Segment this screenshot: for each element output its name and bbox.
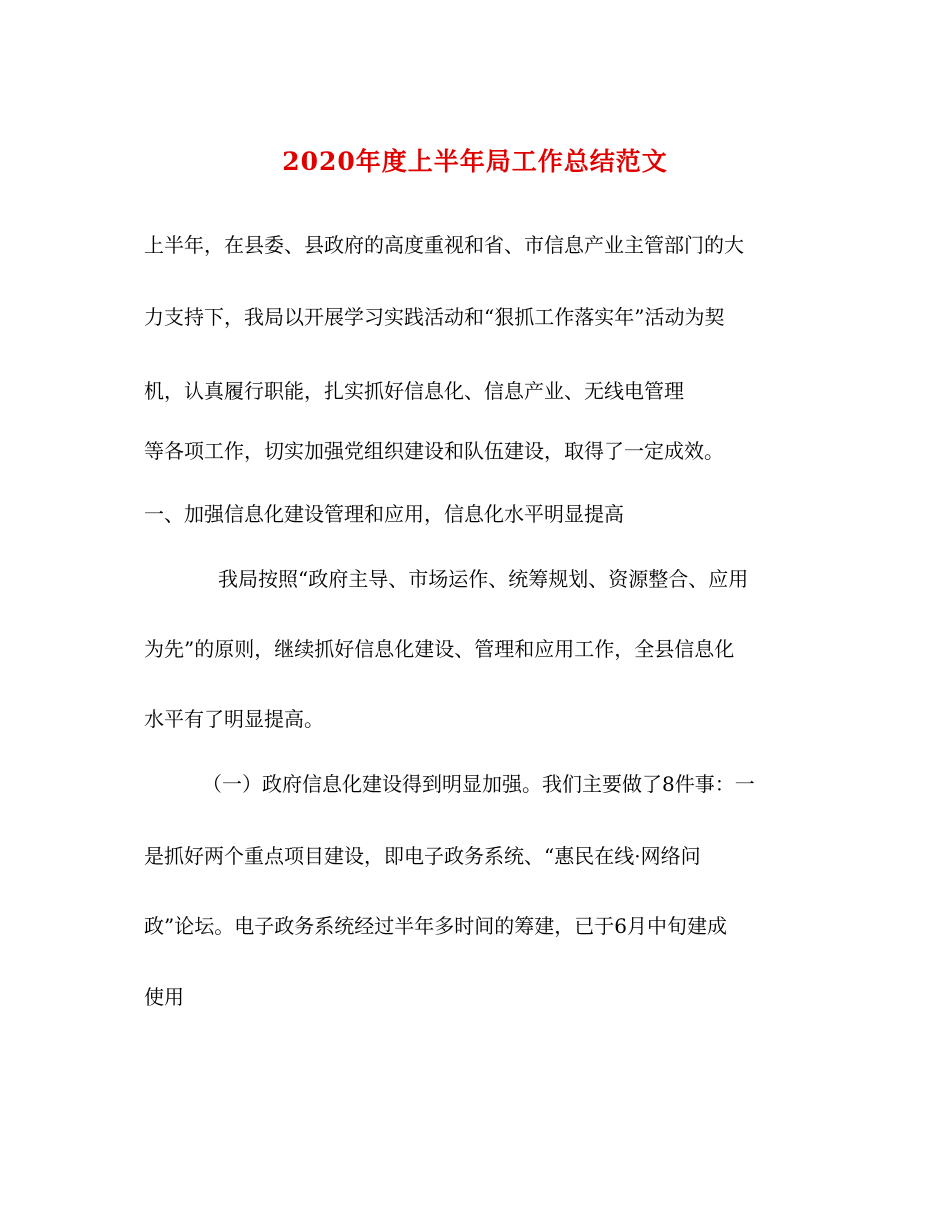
paragraph-line: 我局按照“政府主导、市场运作、统筹规划、资源整合、应用 [218, 567, 749, 591]
paragraph-line: 上半年，在县委、县政府的高度重视和省、市信息产业主管部门的大 [144, 233, 744, 257]
paragraph-line: 机，认真履行职能，扎实抓好信息化、信息产业、无线电管理 [144, 379, 684, 403]
paragraph-line: 等各项工作，切实加强党组织建设和队伍建设，取得了一定成效。 [144, 439, 724, 463]
document-title: 2020年度上半年局工作总结范文 [282, 147, 668, 176]
paragraph-line: 力支持下，我局以开展学习实践活动和“狠抓工作落实年”活动为契 [144, 305, 725, 329]
paragraph-line: 水平有了明显提高。 [144, 707, 324, 731]
paragraph-line: （一）政府信息化建设得到明显加强。我们主要做了8件事：一 [202, 772, 755, 796]
paragraph-line: 使用 [144, 985, 184, 1009]
paragraph-line: 政”论坛。电子政务系统经过半年多时间的筹建，已于6月中旬建成 [144, 914, 727, 938]
section-heading: 一、加强信息化建设管理和应用，信息化水平明显提高 [144, 502, 624, 526]
paragraph-line: 是抓好两个重点项目建设，即电子政务系统、“惠民在线·网络问 [144, 844, 701, 868]
paragraph-line: 为先”的原则，继续抓好信息化建设、管理和应用工作，全县信息化 [144, 637, 735, 661]
